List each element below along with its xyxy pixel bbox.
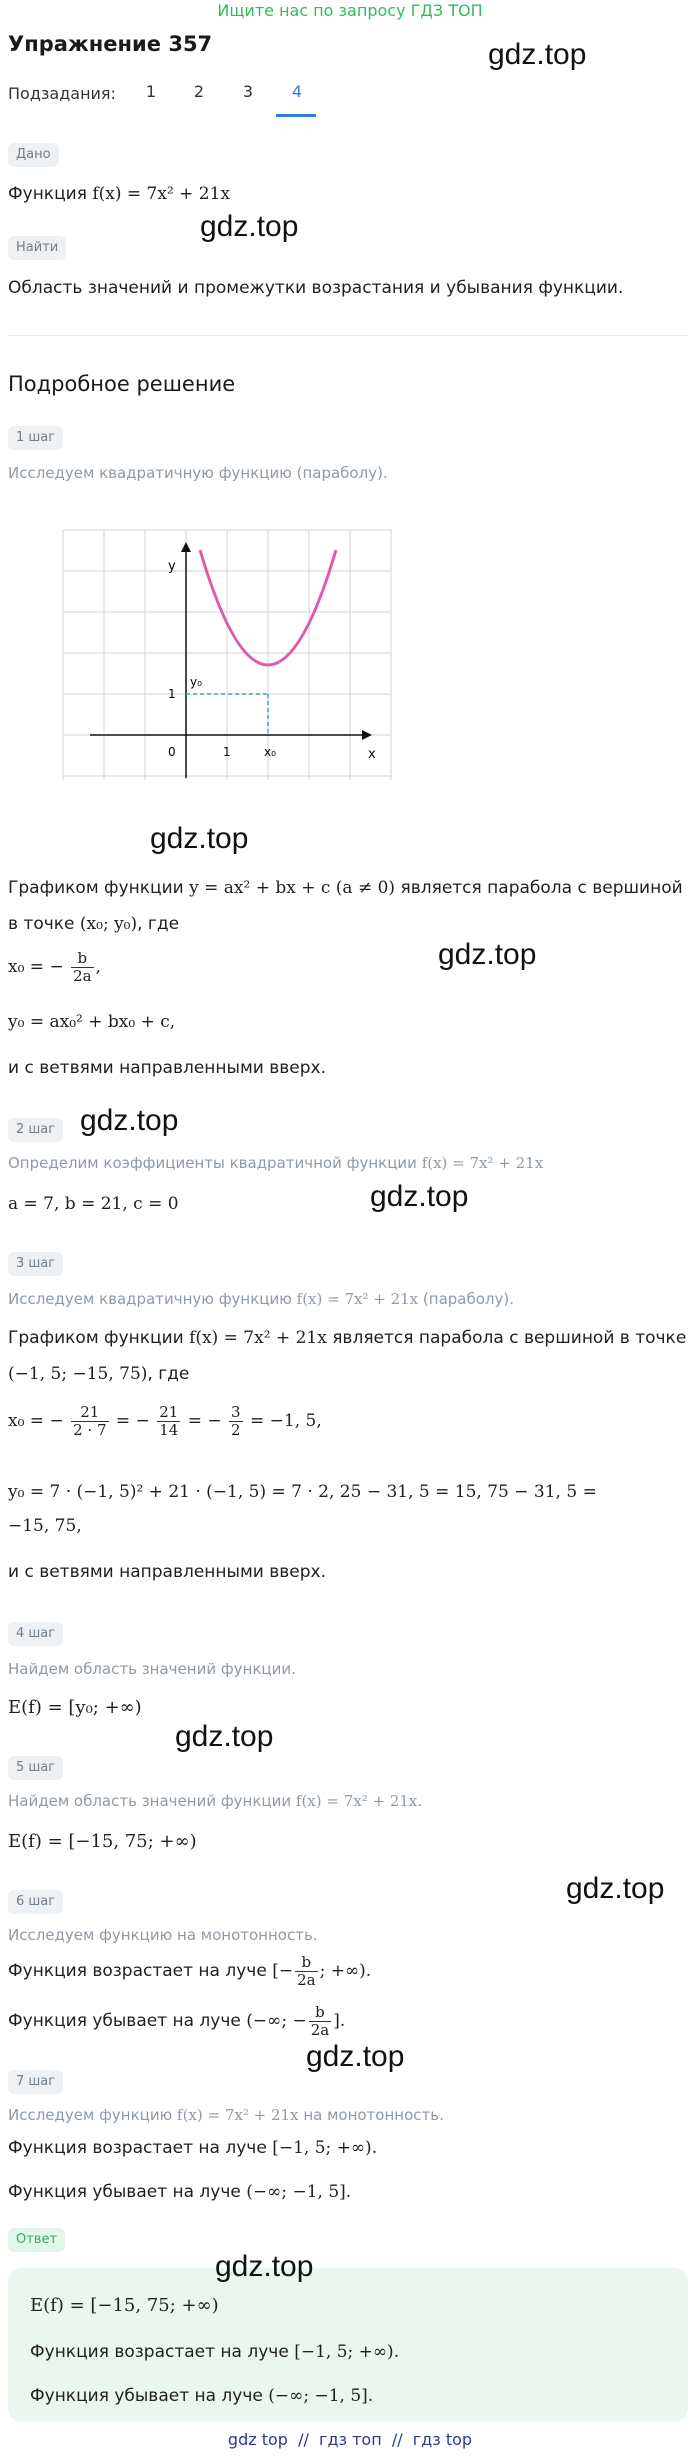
step-6-dec-post: ]. bbox=[333, 2011, 346, 2031]
step-3-x0-mid2: = − bbox=[187, 1411, 222, 1431]
step-3-x0-f1-num: 21 bbox=[71, 1404, 108, 1422]
step-1-x0: x₀ = − $\frac{b}{2a}$ , bbox=[8, 949, 102, 985]
step-3-x0-mid: = − bbox=[115, 1411, 150, 1431]
step-7-desc-a: Исследуем функцию bbox=[8, 2106, 173, 2124]
step-7-inc-text: Функция возрастает на луче bbox=[8, 2138, 267, 2158]
step-6-inc-text: Функция возрастает на луче bbox=[8, 1961, 267, 1981]
watermark: gdz.top bbox=[80, 1104, 179, 1137]
step-3-desc-formula: f(x) = 7x² + 21x bbox=[296, 1290, 419, 1308]
step-1-para-2 bbox=[8, 912, 179, 936]
answer-range: E(f) = [−15, 75; +∞) bbox=[30, 2295, 219, 2316]
step-6-dec-num: b bbox=[309, 2004, 332, 2022]
answer-chip: Ответ bbox=[8, 2228, 65, 2252]
step-4-chip: 4 шаг bbox=[8, 1622, 63, 1646]
step-1-point: (x₀; y₀) bbox=[79, 914, 138, 934]
step-4-desc: Найдем область значений функции. bbox=[8, 1660, 296, 1678]
step-3-x0-lhs: x₀ = − bbox=[8, 1411, 64, 1431]
step-1-para bbox=[8, 876, 698, 900]
step-3-para-a: Графиком функции bbox=[8, 1328, 184, 1348]
page-title: Упражнение 357 bbox=[8, 32, 213, 56]
answer-inc-formula: [−1, 5; +∞). bbox=[294, 2342, 400, 2362]
step-1-x0-lhs: x₀ = − bbox=[8, 957, 64, 977]
tab-4-active[interactable]: 4 bbox=[291, 82, 303, 101]
step-6-inc-den: 2a bbox=[297, 1971, 316, 1989]
step-6-inc-post: ; +∞). bbox=[319, 1961, 372, 1981]
step-5-desc-formula: f(x) = 7x² + 21x. bbox=[295, 1792, 423, 1810]
watermark: gdz.top bbox=[215, 2250, 314, 2283]
step-7-desc bbox=[8, 2104, 444, 2126]
y-axis-arrow bbox=[181, 542, 191, 552]
step-3-para-b: является парабола с вершиной в точке bbox=[332, 1328, 687, 1348]
watermark: gdz.top bbox=[306, 2040, 405, 2073]
step-3-point: (−1, 5; −15, 75) bbox=[8, 1364, 148, 1384]
step-1-para-a: Графиком функции bbox=[8, 878, 184, 898]
parabola-graph bbox=[60, 520, 400, 790]
find-chip: Найти bbox=[8, 236, 66, 260]
step-7-inc-formula: [−1, 5; +∞). bbox=[272, 2138, 378, 2158]
tab-3[interactable]: 3 bbox=[242, 82, 254, 101]
step-6-inc-pre: [− bbox=[272, 1961, 294, 1981]
divider bbox=[8, 335, 688, 336]
step-3-para-2 bbox=[8, 1362, 189, 1386]
step-3-desc-a: Исследуем квадратичную функцию bbox=[8, 1290, 292, 1308]
subtasks-label: Подзадания: bbox=[8, 84, 116, 103]
answer-dec-text: Функция убывает на луче bbox=[30, 2386, 263, 2406]
step-7-dec-formula: (−∞; −1, 5]. bbox=[246, 2182, 352, 2202]
y0-label: y₀ bbox=[190, 675, 202, 689]
graph-grid bbox=[63, 530, 391, 780]
step-3-desc bbox=[8, 1288, 514, 1310]
answer-dec bbox=[30, 2384, 373, 2408]
x-axis-arrow bbox=[362, 730, 372, 740]
watermark: gdz.top bbox=[370, 1180, 469, 1213]
step-3-x0-f3-num: 3 bbox=[231, 1403, 241, 1421]
step-4-formula: E(f) = [y₀; +∞) bbox=[8, 1697, 142, 1718]
step-1-desc: Исследуем квадратичную функцию (параболу). bbox=[8, 464, 388, 482]
answer-inc bbox=[30, 2340, 399, 2364]
step-1-para-d: , где bbox=[137, 914, 180, 934]
watermark: gdz.top bbox=[150, 822, 249, 855]
step-7-dec bbox=[8, 2180, 351, 2204]
step-6-dec-pre: (−∞; − bbox=[246, 2011, 307, 2031]
step-6-dec bbox=[8, 2004, 345, 2039]
step-3-y0-line2: −15, 75, bbox=[8, 1516, 82, 1536]
tab-1[interactable]: 1 bbox=[145, 82, 157, 101]
one-x-label: 1 bbox=[223, 745, 231, 759]
step-2-desc-text: Определим коэффициенты квадратичной функции bbox=[8, 1154, 417, 1172]
step-1-para-b: является парабола с вершиной bbox=[400, 878, 683, 898]
step-3-x0-f3-den: 2 bbox=[231, 1421, 241, 1439]
step-6-inc bbox=[8, 1954, 371, 1989]
step-7-inc bbox=[8, 2136, 377, 2160]
step-6-desc: Исследуем функцию на монотонность. bbox=[8, 1926, 318, 1944]
step-6-inc-num: b bbox=[295, 1954, 318, 1972]
step-3-para-c: , где bbox=[147, 1364, 190, 1384]
step-3-x0 bbox=[8, 1404, 322, 1439]
step-1-x0-num: b bbox=[71, 950, 94, 968]
step-7-desc-b: на монотонность. bbox=[303, 2106, 444, 2124]
watermark: gdz.top bbox=[200, 210, 299, 243]
step-3-formula: f(x) = 7x² + 21x bbox=[189, 1328, 327, 1348]
solution-heading: Подробное решение bbox=[8, 372, 236, 396]
step-5-desc bbox=[8, 1790, 422, 1812]
step-1-branches: и с ветвями направленными вверх. bbox=[8, 1058, 326, 1078]
watermark: gdz.top bbox=[438, 938, 537, 971]
one-y-label: 1 bbox=[168, 687, 176, 701]
step-2-desc-formula: f(x) = 7x² + 21x bbox=[421, 1154, 544, 1172]
step-3-branches: и с ветвями направленными вверх. bbox=[8, 1562, 326, 1582]
step-7-chip: 7 шаг bbox=[8, 2070, 63, 2094]
watermark: gdz.top bbox=[566, 1872, 665, 1905]
step-3-x0-f2-num: 21 bbox=[159, 1403, 179, 1421]
step-3-x0-end: = −1, 5, bbox=[250, 1411, 322, 1431]
step-2-desc bbox=[8, 1152, 543, 1174]
step-1-formula: y = ax² + bx + c (a ≠ 0) bbox=[189, 878, 396, 898]
step-3-chip: 3 шаг bbox=[8, 1252, 63, 1276]
step-6-dec-den: 2a bbox=[310, 2021, 330, 2039]
step-3-x0-f1-den: 2 · 7 bbox=[73, 1421, 107, 1439]
step-6-dec-text: Функция убывает на луче bbox=[8, 2011, 241, 2031]
given-chip: Дано bbox=[8, 143, 59, 167]
given-prefix: Функция bbox=[8, 184, 87, 204]
step-1-x0-den: 2a bbox=[73, 967, 92, 985]
y-axis-label: y bbox=[168, 559, 176, 574]
watermark: gdz.top bbox=[488, 38, 587, 71]
step-3-y0-line1: y₀ = 7 · (−1, 5)² + 21 · (−1, 5) = 7 · 2, 25 − 31, 5 = 15, 75 − 31, 5 = bbox=[8, 1482, 597, 1502]
step-7-dec-text: Функция убывает на луче bbox=[8, 2182, 241, 2202]
origin-label: 0 bbox=[168, 745, 176, 759]
active-tab-indicator bbox=[276, 114, 316, 117]
answer-inc-text: Функция возрастает на луче bbox=[30, 2342, 289, 2362]
x0-label: x₀ bbox=[264, 745, 276, 759]
step-1-chip: 1 шаг bbox=[8, 426, 63, 450]
given-line bbox=[8, 182, 230, 206]
footer-links[interactable]: gdz top // гдз топ // гдз top bbox=[227, 2430, 473, 2449]
step-1-para-c: в точке bbox=[8, 914, 75, 934]
step-5-chip: 5 шаг bbox=[8, 1756, 63, 1780]
step-5-formula: E(f) = [−15, 75; +∞) bbox=[8, 1831, 197, 1852]
step-1-y0: y₀ = ax₀² + bx₀ + c, bbox=[8, 1012, 176, 1032]
step-2-coeffs: a = 7, b = 21, c = 0 bbox=[8, 1194, 179, 1214]
answer-dec-formula: (−∞; −1, 5]. bbox=[268, 2386, 374, 2406]
step-3-x0-f2-den: 14 bbox=[159, 1421, 179, 1439]
step-3-desc-b: (параболу). bbox=[422, 1290, 514, 1308]
x-axis-label: x bbox=[368, 747, 376, 762]
step-7-desc-formula: f(x) = 7x² + 21x bbox=[177, 2106, 299, 2124]
step-3-para bbox=[8, 1326, 686, 1350]
watermark: gdz.top bbox=[175, 1720, 274, 1753]
step-6-chip: 6 шаг bbox=[8, 1890, 63, 1914]
top-banner[interactable]: Ищите нас по запросу ГДЗ ТОП bbox=[217, 1, 483, 20]
find-text: Область значений и промежутки возрастания и убывания функции. bbox=[8, 278, 624, 298]
step-2-chip: 2 шаг bbox=[8, 1118, 63, 1142]
step-5-desc-text: Найдем область значений функции bbox=[8, 1792, 292, 1810]
given-formula: f(x) = 7x² + 21x bbox=[92, 184, 231, 204]
tab-2[interactable]: 2 bbox=[193, 82, 205, 101]
